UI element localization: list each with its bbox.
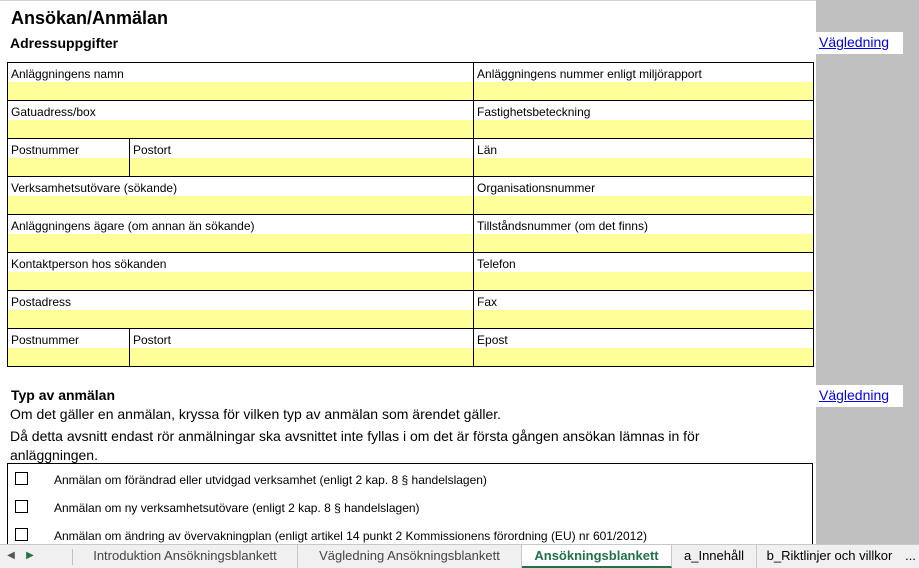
field-label: Postnummer	[11, 333, 80, 347]
input-cell[interactable]	[8, 196, 473, 214]
field-property-designation[interactable]	[474, 101, 814, 139]
input-cell[interactable]	[8, 272, 473, 290]
instruction-text: Då detta avsnitt endast rör anmälningar ska avsnittet inte fyllas i om det är första gången ansökan lämnas in för	[10, 428, 700, 444]
input-cell[interactable]	[8, 120, 473, 138]
section-title-notification: Typ av anmälan	[11, 387, 116, 403]
address-form	[7, 62, 814, 367]
checkbox-monitoring-plan-change[interactable]	[15, 528, 28, 541]
field-label: Telefon	[477, 257, 516, 271]
field-postal-code[interactable]	[8, 139, 130, 177]
form-row	[8, 291, 814, 329]
tab-guidance[interactable]: Vägledning Ansökningsblankett	[298, 545, 522, 568]
guidance-cell-2	[816, 385, 903, 407]
field-label: Fax	[477, 295, 498, 309]
tab-contents[interactable]: a_Innehåll	[672, 545, 757, 568]
option-label: Anmälan om förändrad eller utvidgad verksamhet (enligt 2 kap. 8 § handelslagen)	[54, 473, 487, 487]
input-cell[interactable]	[8, 234, 473, 252]
input-cell[interactable]	[8, 348, 129, 366]
field-contact-person[interactable]	[8, 253, 474, 291]
field-contact-postal-code[interactable]	[8, 329, 130, 367]
option-label: Anmälan om ny verksamhetsutövare (enligt 2 kap. 8 § handelslagen)	[54, 501, 420, 515]
field-label: Organisationsnummer	[477, 181, 596, 195]
field-label: Postadress	[11, 295, 72, 309]
gridline	[0, 0, 816, 1]
form-row	[8, 101, 814, 139]
input-cell[interactable]	[474, 196, 813, 214]
input-cell[interactable]	[474, 158, 813, 176]
input-cell[interactable]	[474, 120, 813, 138]
guidance-cell-1	[816, 32, 903, 54]
side-column	[816, 0, 919, 544]
field-label: Postort	[133, 333, 172, 347]
field-postal-city[interactable]	[130, 139, 474, 177]
checkbox-new-operator[interactable]	[15, 500, 28, 513]
input-cell[interactable]	[474, 348, 813, 366]
field-email[interactable]	[474, 329, 814, 367]
form-row	[8, 139, 814, 177]
page-title: Ansökan/Anmälan	[11, 8, 169, 28]
input-cell[interactable]	[474, 310, 813, 328]
form-row	[8, 63, 814, 101]
field-phone[interactable]	[474, 253, 814, 291]
field-org-number[interactable]	[474, 177, 814, 215]
form-row	[8, 253, 814, 291]
field-facility-name[interactable]	[8, 63, 474, 101]
field-contact-postal-city[interactable]	[130, 329, 474, 367]
guidance-link-address[interactable]: Vägledning	[819, 34, 890, 50]
field-label: Anläggningens namn	[11, 67, 124, 81]
input-cell[interactable]	[8, 158, 129, 176]
input-cell[interactable]	[474, 82, 813, 100]
field-label: Verksamhetsutövare (sökande)	[11, 181, 178, 195]
field-permit-number[interactable]	[474, 215, 814, 253]
tab-introduction[interactable]: Introduktion Ansökningsblankett	[73, 545, 298, 568]
field-label: Postnummer	[11, 143, 80, 157]
input-cell[interactable]	[474, 272, 813, 290]
field-label: Epost	[477, 333, 508, 347]
field-facility-owner[interactable]	[8, 215, 474, 253]
form-row	[8, 177, 814, 215]
field-street-address[interactable]	[8, 101, 474, 139]
field-county[interactable]	[474, 139, 814, 177]
tab-application-form[interactable]: Ansökningsblankett	[522, 545, 672, 568]
field-postal-address[interactable]	[8, 291, 474, 329]
field-label: Postort	[133, 143, 172, 157]
more-tabs-button[interactable]: ...	[905, 548, 916, 563]
field-facility-number[interactable]	[474, 63, 814, 101]
field-label: Anläggningens nummer enligt miljörapport	[477, 67, 702, 81]
field-label: Län	[477, 143, 498, 157]
form-row	[8, 329, 814, 367]
sheet-tab-bar	[0, 544, 919, 568]
guidance-link-notification[interactable]: Vägledning	[819, 387, 890, 403]
form-row	[8, 215, 814, 253]
input-cell[interactable]	[130, 158, 473, 176]
input-cell[interactable]	[8, 310, 473, 328]
scroll-left-icon[interactable]: ◀	[7, 550, 15, 561]
instruction-text: Om det gäller en anmälan, kryssa för vilken typ av anmälan som ärendet gäller.	[10, 406, 502, 422]
input-cell[interactable]	[130, 348, 473, 366]
field-label: Tillståndsnummer (om det finns)	[477, 219, 648, 233]
input-cell[interactable]	[8, 82, 473, 100]
field-label: Anläggningens ägare (om annan än sökande)	[11, 219, 255, 233]
scroll-right-icon[interactable]: ▶	[26, 550, 34, 561]
field-label: Kontaktperson hos sökanden	[11, 257, 167, 271]
field-fax[interactable]	[474, 291, 814, 329]
input-cell[interactable]	[474, 234, 813, 252]
instruction-text: anläggningen.	[10, 447, 98, 463]
checkbox-changed-operation[interactable]	[15, 472, 28, 485]
section-title-address: Adressuppgifter	[10, 35, 119, 51]
field-operator[interactable]	[8, 177, 474, 215]
field-label: Fastighetsbeteckning	[477, 105, 591, 119]
option-label: Anmälan om ändring av övervakningplan (enligt artikel 14 punkt 2 Kommissionens förordning (EU) nr 601/2012)	[54, 529, 647, 543]
tab-guidelines[interactable]: b_Riktlinjer och villkor	[766, 548, 893, 563]
notification-options-box	[7, 463, 813, 544]
field-label: Gatuadress/box	[11, 105, 96, 119]
